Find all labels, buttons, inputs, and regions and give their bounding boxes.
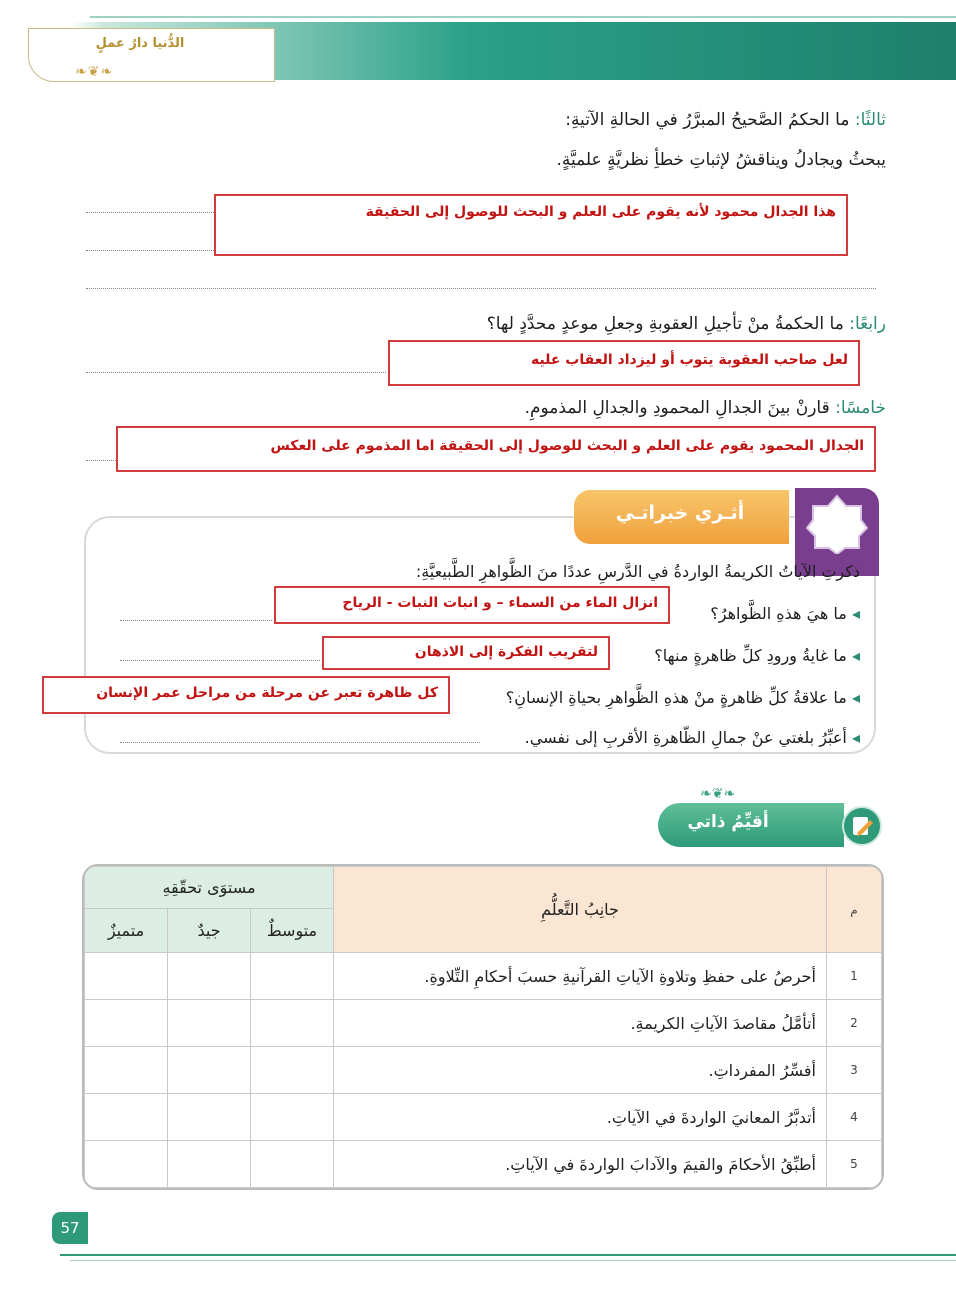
row-text: أطبِّقُ الأحكامَ والقيمَ والآدابَ الواردةَ في الآياتِ. (334, 1141, 827, 1188)
row-number: 2 (827, 1000, 882, 1047)
q5-line (525, 398, 886, 418)
footer-line-thin (70, 1260, 956, 1261)
answer-line (86, 250, 216, 251)
level-cell[interactable] (85, 1094, 168, 1141)
pencil-icon (842, 806, 882, 846)
level-medium-header: متوسطٌ (251, 909, 334, 953)
level-cell[interactable] (85, 1047, 168, 1094)
level-cell[interactable] (85, 1141, 168, 1188)
page-number: 57 (52, 1212, 88, 1244)
title-ornament-icon: ❧❦❧ (75, 64, 114, 80)
level-cell[interactable] (85, 1000, 168, 1047)
bullet-icon: ◂ (846, 728, 860, 747)
level-cell[interactable] (168, 1047, 251, 1094)
answer-line (120, 660, 320, 661)
level-cell[interactable] (251, 1000, 334, 1047)
q3-case: يبحثُ ويجادلُ ويناقشُ لإثباتِ خطأِ نظريَّةٍ علميَّةٍ. (556, 150, 886, 170)
level-excellent-header: متميزٌ (85, 909, 168, 953)
row-number: 1 (827, 953, 882, 1000)
row-text: أتدبَّرُ المعانيَ الواردةَ في الآياتِ. (334, 1094, 827, 1141)
level-cell[interactable] (168, 1141, 251, 1188)
table-row (85, 1141, 882, 1188)
q5-label: خامسًا: (835, 398, 886, 418)
q3-answer[interactable]: هذا الجدال محمود لأنه يقوم على العلم و البحث للوصول إلى الحقيقة (214, 194, 848, 256)
experience-question-1: ما هيَ هذهِ الظَّواهرُ؟ (710, 604, 847, 623)
self-assess-table (82, 864, 884, 1190)
row-text: أتأمَّلُ مقاصدَ الآياتِ الكريمةِ. (334, 1000, 827, 1047)
q4-answer[interactable]: لعل صاحب العقوبة يتوب أو ليزداد العقاب عليه (388, 340, 860, 386)
col-level-header: مستوَى تحقّقِهِ (85, 867, 334, 909)
answer-line (86, 212, 216, 213)
bullet-icon: ◂ (846, 646, 860, 665)
level-cell[interactable] (251, 953, 334, 1000)
experience-question-2: ما غايةُ ورودِ كلِّ ظاهرةٍ منها؟ (654, 646, 847, 665)
bullet-icon: ◂ (846, 688, 860, 707)
experience-item-2 (654, 646, 860, 665)
header-top-line (90, 16, 956, 18)
experience-item-4 (525, 728, 860, 747)
experience-item-1 (710, 604, 860, 623)
self-assess-title: أقيِّمُ ذاتي (687, 812, 769, 832)
experience-intro: ذكرتِ الآياتُ الكريمةُ الواردةُ في الدَّرسِ عددًا منَ الظَّواهرِ الطَّبيعيَّةِ: (415, 562, 860, 581)
answer-line (120, 620, 272, 621)
row-number: 4 (827, 1094, 882, 1141)
level-cell[interactable] (168, 1094, 251, 1141)
row-text: أفسِّرُ المفرداتِ. (334, 1047, 827, 1094)
footer-line (60, 1254, 956, 1256)
row-number: 5 (827, 1141, 882, 1188)
table-row (85, 1094, 882, 1141)
q3-question: ما الحكمُ الصَّحيحُ المبرَّرُ في الحالةِ الآتيةِ: (565, 110, 850, 130)
experience-question-4: أعبِّرُ بلغتي عنْ جمالِ الظّاهرةِ الأقربِ إلى نفسي. (524, 728, 847, 747)
experience-answer-3[interactable]: كل ظاهرة تعبر عن مرحلة من مراحل عمر الإنسان (42, 676, 450, 714)
experience-question-3: ما علاقةُ كلِّ ظاهرةٍ منْ هذهِ الظَّواهرِ بحياةِ الإنسانِ؟ (505, 688, 847, 707)
experience-answer-1[interactable]: انزال الماء من السماء – و انبات النبات - الرياح (274, 586, 670, 624)
q5-question: قارنْ بينَ الجدالِ المحمودِ والجدالِ المذمومِ. (524, 398, 830, 418)
self-ornament-icon: ❧❦❧ (700, 786, 736, 802)
level-cell[interactable] (251, 1141, 334, 1188)
answer-line (86, 372, 386, 373)
level-cell[interactable] (168, 953, 251, 1000)
level-cell[interactable] (251, 1094, 334, 1141)
level-cell[interactable] (85, 953, 168, 1000)
answer-line (86, 288, 876, 289)
star-icon (806, 494, 868, 554)
experience-title: أثـري خبراتـي (615, 502, 745, 524)
q4-line (487, 314, 886, 334)
table-row (85, 953, 882, 1000)
col-aspect-header: جانِبُ التَّعلُّمِ (334, 867, 827, 953)
table-row (85, 1000, 882, 1047)
level-cell[interactable] (168, 1000, 251, 1047)
experience-box (84, 516, 876, 754)
col-number-header: م (827, 867, 882, 953)
bullet-icon: ◂ (846, 604, 860, 623)
table-row (85, 1047, 882, 1094)
answer-line (86, 460, 116, 461)
experience-item-3 (506, 688, 860, 707)
answer-line (120, 742, 480, 743)
level-good-header: جيدٌ (168, 909, 251, 953)
experience-answer-2[interactable]: لتقريب الفكرة إلى الاذهان (322, 636, 610, 670)
row-number: 3 (827, 1047, 882, 1094)
page-title: الدُّنيا دارُ عملٍ (95, 36, 185, 51)
row-text: أحرصُ على حفظِ وتلاوةِ الآياتِ القرآنيةِ حسبَ أحكامِ التِّلاوةِ. (334, 953, 827, 1000)
q4-question: ما الحكمةُ منْ تأجيلِ العقوبةِ وجعلِ موعدٍ محدَّدٍ لها؟ (486, 314, 844, 334)
q5-answer[interactable]: الجدال المحمود يقوم على العلم و البحث للوصول إلى الحقيقة اما المذموم على العكس (116, 426, 876, 472)
q4-label: رابعًا: (849, 314, 886, 334)
q3-label: ثالثًا: (854, 110, 886, 130)
level-cell[interactable] (251, 1047, 334, 1094)
q3-line (565, 110, 886, 130)
